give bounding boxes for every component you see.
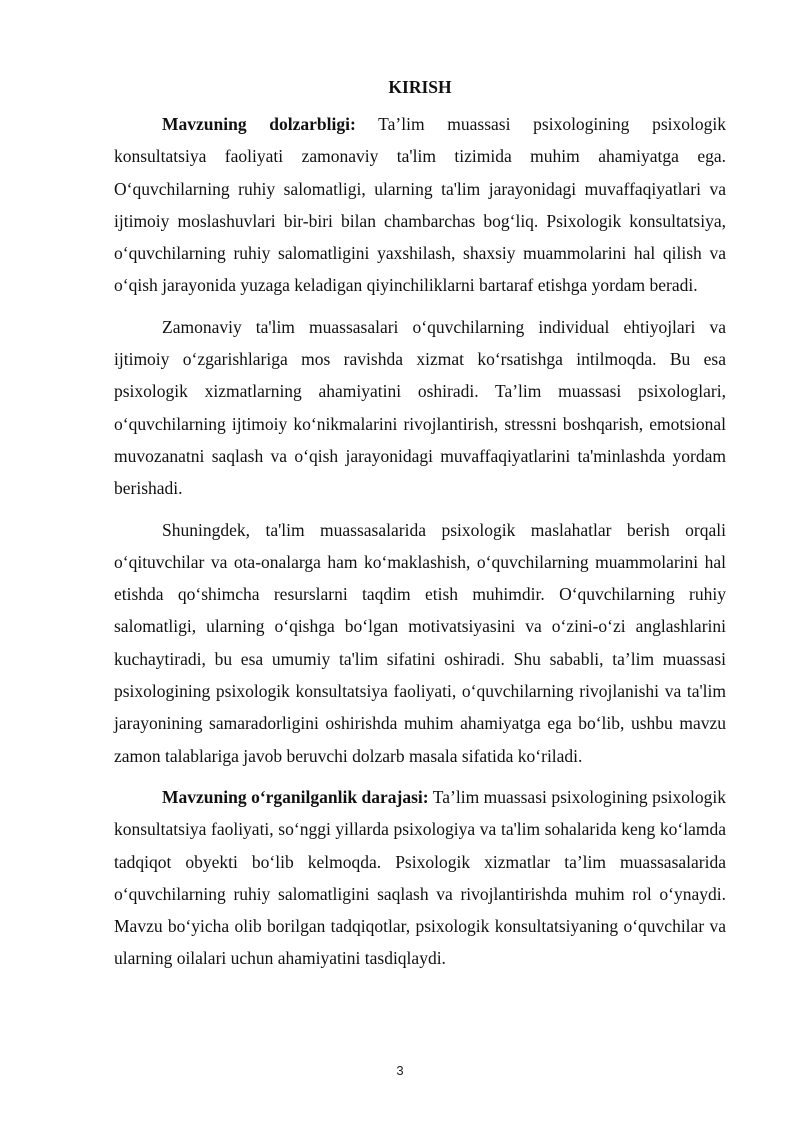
- paragraph-research-level: [114, 781, 726, 975]
- paragraph-relevance: [114, 108, 726, 302]
- paragraph-consulting-importance: [114, 514, 726, 772]
- paragraph-text: Ta’lim muassasi psixologining psixologik konsultatsiya faoliyati, so‘nggi yillarda psixologiya va ta'lim sohalarida keng ko‘lamda tadqiqot obyekti bo‘lib kelmoqda. Psixologik xizmatlar ta’lim muassasalarida o‘quvchilarning ruhiy salomatligini saqlash va rivojlantirishda muhim rol o‘ynaydi. Mavzu bo‘yicha olib borilgan tadqiqotlar, psixologik konsultatsiyaning o‘quvchilar va ularning oilalari uchun ahamiyatini tasdiqlaydi.: [114, 786, 726, 969]
- page-content: [114, 72, 726, 984]
- paragraph-text: Shuningdek, ta'lim muassasalarida psixologik maslahatlar berish orqali o‘qituvchilar va ota-onalarga ham ko‘maklashish, o‘quvchilarning muammolarini hal etishda qo‘shimcha resurslarni taqdim etish muhimdir. O‘quvchilarning ruhiy salomatligi, ularning o‘qishga bo‘lgan motivatsiyasini va o‘zini-o‘zi anglashlarini kuchaytiradi, bu esa umumiy ta'lim sifatini oshiradi. Shu sababli, ta’lim muassasi psixologining psixologik konsultatsiya faoliyati, o‘quvchilarning rivojlanishi va ta'lim jarayonining samaradorligini oshirishda muhim ahamiyatga ega bo‘lib, ushbu mavzu zamon talablariga javob beruvchi dolzarb masala sifatida ko‘riladi.: [114, 519, 726, 766]
- paragraph-text: Ta’lim muassasi psixologining psixologik konsultatsiya faoliyati zamonaviy ta'lim tizimida muhim ahamiyatga ega. O‘quvchilarning ruhiy salomatligi, ularning ta'lim jarayonidagi muvaffaqiyatlari va ijtimoiy moslashuvlari bir-biri bilan chambarchas bog‘liq. Psixologik konsultatsiya, o‘quvchilarning ruhiy salomatligini yaxshilash, shaxsiy muammolarini hal qilish va o‘qish jarayonida yuzaga keladigan qiyinchiliklarni bartaraf etishga yordam beradi.: [114, 114, 726, 296]
- paragraph-lead: Mavzuning dolzarbligi:: [162, 114, 356, 134]
- page-number: 3: [396, 1063, 404, 1078]
- paragraph-lead: Mavzuning o‘rganilganlik darajasi:: [162, 786, 429, 807]
- paragraph-modern-education: [114, 311, 726, 505]
- paragraph-text: Zamonaviy ta'lim muassasalari o‘quvchilarning individual ehtiyojlari va ijtimoiy o‘zgarishlariga mos ravishda xizmat ko‘rsatishga intilmoqda. Bu esa psixologik xizmatlarning ahamiyatini oshiradi. Ta’lim muassasi psixologlari, o‘quvchilarning ijtimoiy ko‘nikmalarini rivojlantirish, stressni boshqarish, emotsional muvozanatni saqlash va o‘qish jarayonidagi muvaffaqiyatlarini ta'minlashda yordam berishadi.: [114, 316, 726, 499]
- section-heading: KIRISH: [388, 77, 452, 97]
